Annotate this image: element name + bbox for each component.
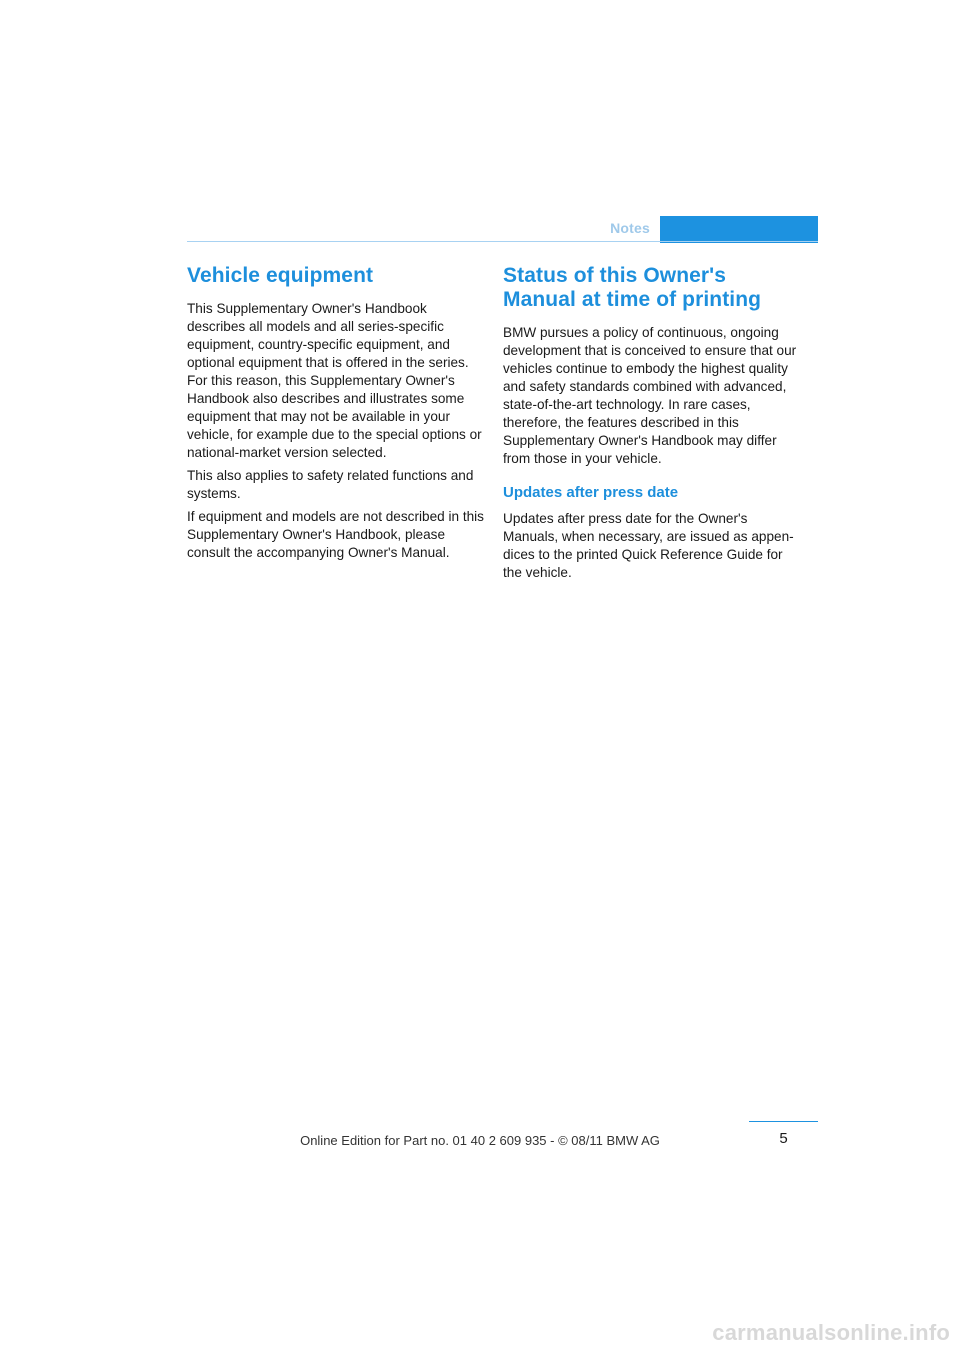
- section-label: Notes: [610, 220, 650, 236]
- header-rule: [187, 241, 818, 242]
- updates-heading: Updates after press date: [503, 484, 679, 501]
- vehicle-equipment-heading: Vehicle equipment: [187, 264, 374, 287]
- vehicle-equipment-paragraph-1: This Supplementary Owner's Handbook describes all models and all series-specific equipment, country-specific equipment, and optional equipment that is offered in the series. For this reason, this Supplementary Owner's Handbook also describes and illustrates some equipment that may not be available in your vehicle, for example due to the special options or national-market version selected.: [187, 301, 482, 460]
- updates-paragraph: Updates after press date for the Owner's Manuals, when necessary, are issued as appen-dices to the printed Quick Reference Guide for the vehicle.: [503, 511, 794, 580]
- right-column: [503, 264, 803, 587]
- vehicle-equipment-paragraph-3: If equipment and models are not described in this Supplementary Owner's Handbook, please consult the accompanying Owner's Manual.: [187, 509, 484, 560]
- edition-footer: Online Edition for Part no. 01 40 2 609 935 - © 08/11 BMW AG: [300, 1133, 660, 1148]
- left-column: [187, 264, 487, 567]
- manual-status-heading: Status of this Owner's Manual at time of printing: [503, 264, 762, 311]
- section-tab-block: [660, 216, 818, 243]
- vehicle-equipment-paragraph-2: This also applies to safety related functions and systems.: [187, 468, 474, 501]
- page-number: 5: [779, 1130, 788, 1147]
- site-watermark: carmanualsonline.info: [712, 1320, 950, 1345]
- page-number-rule: [749, 1121, 818, 1122]
- manual-status-paragraph: BMW pursues a policy of continuous, ongoing development that is conceived to ensure that our vehicles continue to embody the highest quality and safety standards combined with advanced, state-of-the-art technology. In rare cases, therefore, the features described in this Supplementary Owner's Handbook may differ from those in your vehicle.: [503, 325, 797, 466]
